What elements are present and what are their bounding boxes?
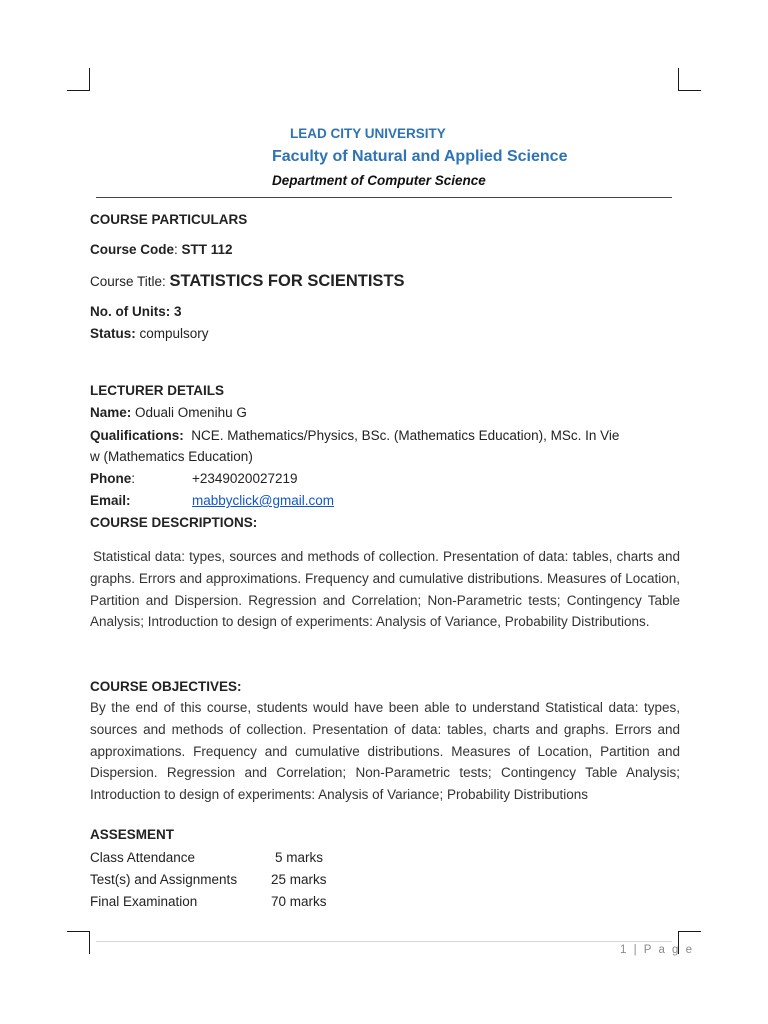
course-code-line: Course Code: STT 112 [90,242,233,257]
course-title-label: Course Title [90,274,163,289]
crop-mark-bottom-right-horizontal [678,931,701,932]
lecturer-name-value: Oduali Omenihu G [135,405,247,420]
course-title-line: Course Title: STATISTICS FOR SCIENTISTS [90,272,405,290]
units-label: No. of Units: [90,304,171,319]
assessment-row-label: Test(s) and Assignments [90,872,238,887]
qualifications-line [90,427,619,445]
units-line [90,303,182,321]
status-label: Status: [90,326,136,341]
course-code-label: Course Code [90,242,175,257]
header-rule [96,197,672,198]
assessment-row-value: 70 marks [271,894,327,909]
phone-line: Phone: [90,471,136,486]
crop-mark-top-left-horizontal [67,90,90,91]
qualifications-value: NCE. Mathematics/Physics, BSc. (Mathematics Education), MSc. In Vie [191,428,620,443]
faculty-name: Faculty of Natural and Applied Science [272,148,568,165]
assessment-row-value: 5 marks [275,850,324,865]
course-objectives-heading: COURSE OBJECTIVES: [90,679,242,694]
phone-label: Phone [90,471,132,486]
crop-mark-top-right-horizontal [678,90,701,91]
course-descriptions-heading: COURSE DESCRIPTIONS: [90,515,258,530]
lecturer-details-heading: LECTURER DETAILS [90,383,224,398]
assessment-row-label: Final Examination [90,894,198,909]
phone-value: +2349020027219 [192,471,298,486]
email-link[interactable]: mabbyclick@gmail.com [192,493,334,508]
lecturer-name-line [90,404,247,422]
lecturer-name-label: Name: [90,405,132,420]
university-name: LEAD CITY UNIVERSITY [290,126,446,141]
course-code-value: STT 112 [181,242,233,257]
page-label: | P a g e [633,944,695,956]
qualifications-continuation: w (Mathematics Education) [90,449,253,464]
assessment-heading: ASSESMENT [90,827,175,842]
page-footer [620,944,694,956]
crop-mark-bottom-left-horizontal [67,931,90,932]
crop-mark-top-right-vertical [678,68,679,91]
course-title-value: STATISTICS FOR SCIENTISTS [169,272,405,290]
assessment-row-value: 25 marks [271,872,327,887]
assessment-row-label: Class Attendance [90,850,196,865]
qualifications-label: Qualifications: [90,428,184,443]
department-name: Department of Computer Science [272,173,486,188]
crop-mark-bottom-left-vertical [89,931,90,954]
status-value: compulsory [139,326,209,341]
page-number: 1 [620,944,629,956]
footer-rule [96,941,672,942]
crop-mark-top-left-vertical [89,68,90,91]
course-particulars-heading: COURSE PARTICULARS [90,212,248,227]
units-value: 3 [174,304,182,319]
status-line [90,325,209,343]
email-label: Email: [90,493,131,508]
course-objectives-text: By the end of this course, students would have been able to understand Statistical data: types, sources and methods of collection. Presentation of data: tables, charts and graphs. Errors and approximations. Frequency and cumulative distributions. Measures of Location, Partition and Dispersion. Regression and Correlation; Non-Parametric tests; Contingency Table Analysis; Introduction to design of experiments: Analysis of Variance; Probability Distributions [90,700,680,803]
course-descriptions-text: Statistical data: types, sources and methods of collection. Presentation of data: tables, charts and graphs. Errors and approximations. Frequency and cumulative distributions. Measures of Location, Partition and Dispersion. Regression and Correlation; Non-Parametric tests; Contingency Table Analysis; Introduction to design of experiments: Analysis of Variance, Probability Distributions. [90,549,680,630]
